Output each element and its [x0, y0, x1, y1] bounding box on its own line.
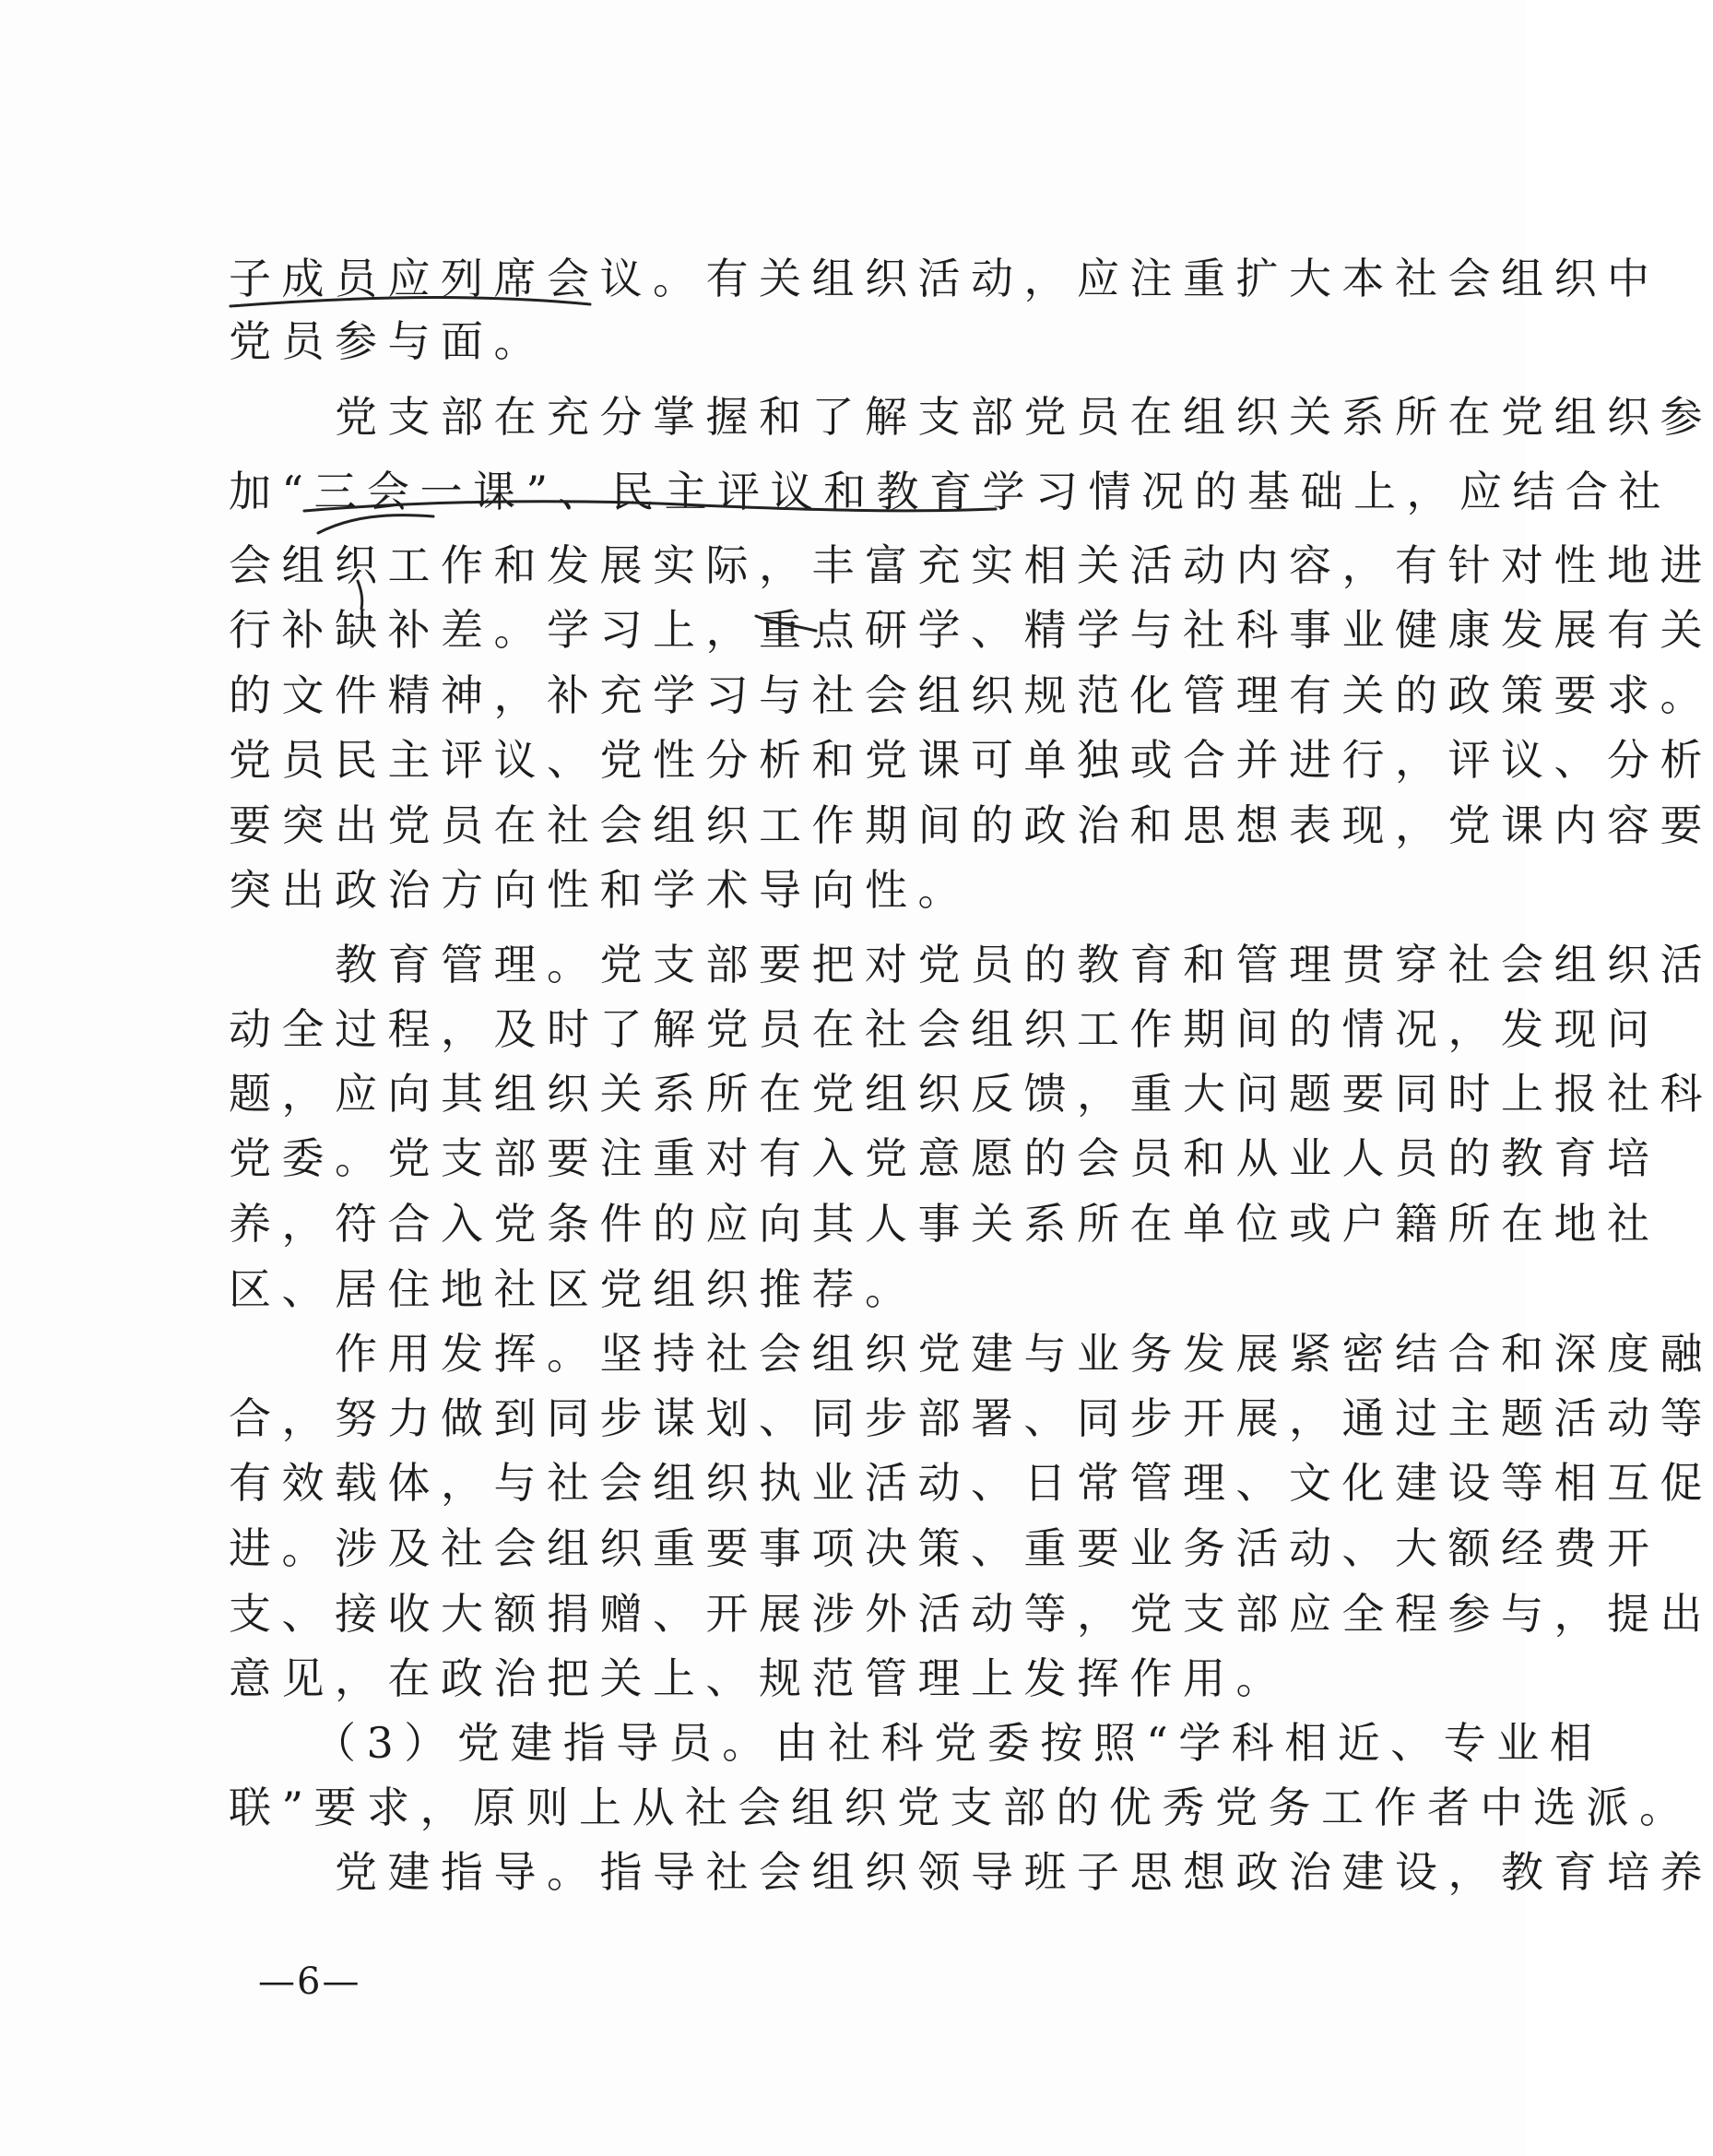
text-line: 作用发挥。坚持社会组织党建与业务发展紧密结合和深度融 — [229, 1329, 1713, 1379]
text-line: 突出政治方向性和学术导向性。 — [229, 865, 971, 915]
text-line: 的文件精神，补充学习与社会组织规范化管理有关的政策要求。 — [229, 670, 1713, 720]
text-line: 有效载体，与社会组织执业活动、日常管理、文化建设等相互促 — [229, 1458, 1713, 1508]
text-line: 联”要求，原则上从社会组织党支部的优秀党务工作者中选派。 — [229, 1783, 1693, 1832]
text-line: 行补缺补差。学习上，重点研学、精学与社科事业健康发展有关 — [229, 605, 1713, 655]
text-line: 要突出党员在社会组织工作期间的政治和思想表现，党课内容要 — [229, 800, 1713, 850]
text-line: 党建指导。指导社会组织领导班子思想政治建设，教育培养 — [229, 1847, 1713, 1897]
text-line: 会组织工作和发展实际，丰富充实相关活动内容，有针对性地进 — [229, 540, 1713, 590]
text-line: 合，努力做到同步谋划、同步部署、同步开展，通过主题活动等 — [229, 1393, 1713, 1443]
text-line: 加“三会一课”、民主评议和教育学习情况的基础上，应结合社 — [229, 467, 1672, 516]
text-line: 党支部在充分掌握和了解支部党员在组织关系所在党组织参 — [229, 392, 1713, 442]
text-line: 党委。党支部要注重对有入党意愿的会员和从业人员的教育培 — [229, 1133, 1660, 1183]
text-line: 支、接收大额捐赠、开展涉外活动等，党支部应全程参与，提出 — [229, 1589, 1713, 1639]
text-line: 教育管理。党支部要把对党员的教育和管理贯穿社会组织活 — [229, 940, 1713, 989]
text-line: 区、居住地社区党组织推荐。 — [229, 1264, 918, 1314]
text-line: 动全过程，及时了解党员在社会组织工作期间的情况，发现问 — [229, 1004, 1660, 1054]
text-line: 养，符合入党条件的应向其人事关系所在单位或户籍所在地社 — [229, 1199, 1660, 1249]
text-line: 意见，在政治把关上、规范管理上发挥作用。 — [229, 1653, 1289, 1703]
text-line: 子成员应列席会议。有关组织活动，应注重扩大本社会组织中 — [229, 254, 1660, 303]
text-line: 党员民主评议、党性分析和党课可单独或合并进行，评议、分析 — [229, 735, 1713, 785]
text-line: （3）党建指导员。由社科党委按照“学科相近、专业相 — [229, 1718, 1603, 1768]
text-line: 进。涉及社会组织重要事项决策、重要业务活动、大额经费开 — [229, 1523, 1660, 1573]
page-number: —6— — [258, 1961, 361, 2003]
text-line: 党员参与面。 — [229, 316, 547, 366]
text-line: 题，应向其组织关系所在党组织反馈，重大问题要同时上报社科 — [229, 1069, 1713, 1119]
